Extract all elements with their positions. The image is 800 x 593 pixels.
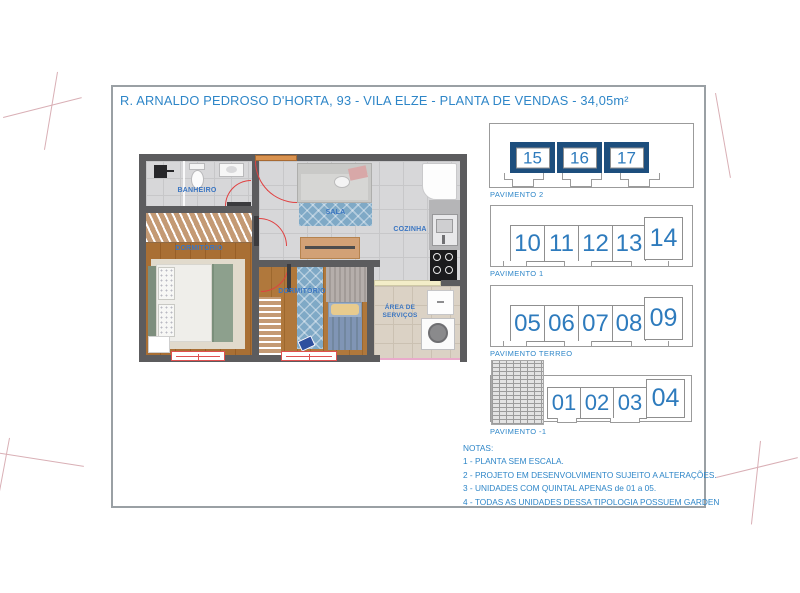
floor-label-pavimento-2: PAVIMENTO 2 [490,190,544,199]
unit-13: 13 [612,225,646,262]
burner-icon [433,253,441,261]
crop-mark [751,441,761,525]
unit-05: 05 [510,305,545,342]
notes-block [463,442,719,509]
window-marker [281,351,337,361]
wall [367,260,374,362]
unit-number: 16 [570,148,589,167]
unit-17 [604,142,649,173]
unit-06: 06 [544,305,579,342]
room-label-dormitorio2: DORMITÓRIO [278,288,326,295]
slatted-shelf [259,297,281,355]
floor-label-pavimento-1: PAVIMENTO 1 [490,269,544,278]
burner-icon [445,266,453,274]
unit-14: 14 [644,217,683,260]
notes-heading: NOTAS: [463,443,494,453]
floor-diagram-pavimento-minus-1 [490,360,693,425]
unit-04: 04 [646,379,685,418]
footprint-tab [570,179,592,187]
floor-diagram-pavimento-terreo [490,285,693,347]
wardrobe [146,213,252,243]
room-label-banheiro: BANHEIRO [177,187,217,194]
footprint-tab [503,341,527,347]
note-item: 1 - PLANTA SEM ESCALA. [463,456,564,467]
unit-09: 09 [644,297,683,340]
room-label-sala: SALA [325,209,346,216]
room-label-dormitorio1: DORMITÓRIO [175,245,223,252]
shower-arm [166,170,174,172]
burner-icon [445,253,453,261]
floorplan-render [139,154,467,362]
footprint-tab [564,341,592,347]
unit-08: 08 [612,305,646,342]
floor-label-pavimento-terreo: PAVIMENTO TERREO [490,349,573,358]
unit-number: 17 [617,148,636,167]
toilet-tank [189,163,205,170]
sideboard-shelf [305,246,355,249]
note-item: 4 - TODAS AS UNIDADES DESSA TIPOLOGIA POSSUEM GARDEN [463,496,720,507]
footprint-tab [557,418,577,423]
crop-mark [44,72,58,150]
bathroom-sink-basin [226,166,237,173]
footprint-tab [631,261,669,267]
unit-number: 15 [523,148,542,167]
room-label-cozinha: COZINHA [393,226,427,233]
footprint-tab [628,179,650,187]
crop-mark [715,93,731,178]
bed-headboard [148,266,156,338]
curtain [326,267,367,302]
plan-sheet [111,85,720,508]
floor-diagram-pavimento-2 [489,123,694,188]
footprint-tab [564,261,592,267]
wall [252,161,259,357]
note-item: 3 - UNIDADES COM QUINTAL APENAS de 01 a 05. [463,483,657,494]
shower-glass-divider [183,161,185,206]
unit-11: 11 [544,225,579,262]
footprint-tab [512,179,534,187]
service-area-edge [374,358,460,360]
footprint-tab [610,418,640,423]
washing-machine-door [428,323,448,343]
pillow [158,304,175,337]
door-leaf [254,216,259,246]
nightstand [148,336,170,353]
crop-mark [0,438,10,502]
unit-15 [510,142,555,173]
kitchen-sink-bowl [436,219,453,233]
ground-hatch [491,360,544,425]
pillow [331,304,359,315]
note-item: 2 - PROJETO EM DESENVOLVIMENTO SUJEITO A ALTERAÇÕES. [463,469,717,480]
unit-band [510,142,649,173]
burner-icon [433,266,441,274]
page-title: R. ARNALDO PEDROSO D'HORTA, 93 - VILA ELZE - PLANTA DE VENDAS - 34,05m² [120,93,629,108]
floor-label-pavimento-minus-1: PAVIMENTO -1 [490,427,547,436]
wall [146,206,252,213]
bed-blanket [212,264,233,342]
kitchen-faucet [442,235,445,244]
wall [460,154,467,362]
crop-mark [3,97,82,118]
wall [441,280,460,286]
decor-bowl [334,176,350,188]
floor-diagram-pavimento-1 [490,205,693,267]
fridge [422,163,457,200]
unit-16 [557,142,602,173]
unit-07: 07 [578,305,613,342]
room-label-area-servicos: ÁREA DE SERVIÇOS [382,304,418,319]
wall [139,154,146,362]
window-marker [171,351,225,361]
unit-03: 03 [613,387,647,419]
unit-02: 02 [580,387,614,419]
wall [139,154,467,161]
pillow [158,267,175,300]
door-leaf [227,202,251,206]
unit-01: 01 [547,387,581,419]
footprint-tab [503,261,527,267]
crop-mark [0,452,84,467]
unit-10: 10 [510,225,545,262]
unit-12: 12 [578,225,613,262]
bed-blanket [328,317,362,350]
cabinet-handle [437,301,444,303]
footprint-tab [631,341,669,347]
